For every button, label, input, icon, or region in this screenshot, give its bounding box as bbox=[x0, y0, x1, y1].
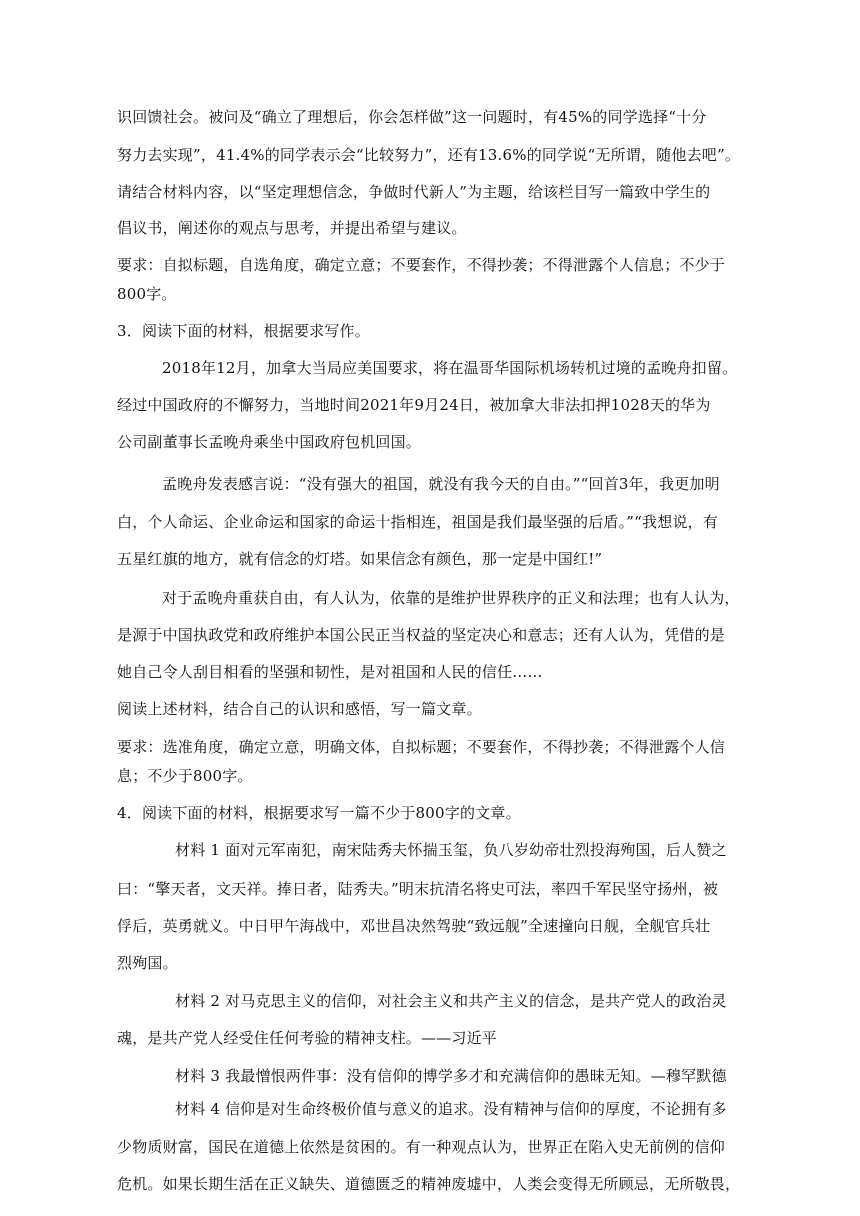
text-line: 曰：“擎天者，文天祥。捧日者，陆秀夫。”明末抗清名将史可法，率四千军民坚守扬州，被 bbox=[117, 880, 719, 898]
text-line: 危机。如果长期生活在正义缺失、道德匮乏的精神废墟中，人类会变得无所顾忌，无所敬畏， bbox=[117, 1175, 741, 1193]
text-line: 请结合材料内容，以“坚定理想信念，争做时代新人”为主题，给该栏目写一篇致中学生的 bbox=[117, 183, 711, 201]
text-line: 烈殉国。 bbox=[117, 954, 178, 972]
material-1: 材料 1 面对元军南犯，南宋陆秀夫怀揣玉玺，负八岁幼帝壮烈投海殉国，后人赞之 bbox=[175, 841, 727, 859]
text-line: 要求：选准角度，确定立意，明确文体，自拟标题；不要套作，不得抄袭；不得泄露个人信 bbox=[117, 738, 726, 756]
paragraph-start: 孟晚舟发表感言说：“没有强大的祖国，就没有我今天的自由。”“回首3年，我更加明 bbox=[162, 475, 720, 493]
text-line: 是源于中国执政党和政府维护本国公民正当权益的坚定决心和意志；还有人认为，凭借的是 bbox=[117, 626, 726, 644]
question-heading: 4．阅读下面的材料，根据要求写一篇不少于800字的文章。 bbox=[117, 804, 521, 822]
paragraph-start: 对于孟晚舟重获自由，有人认为，依靠的是维护世界秩序的正义和法理；也有人认为， bbox=[162, 589, 740, 607]
text-line: 经过中国政府的不懈努力，当地时间2021年9月24日，被加拿大非法扣押1028天的华为 bbox=[117, 396, 711, 414]
question-heading: 3．阅读下面的材料，根据要求写作。 bbox=[117, 322, 370, 340]
text-line: 努力去实现”，41.4%的同学表示会“比较努力”，还有13.6%的同学说“无所谓，随他去吧”。 bbox=[117, 146, 741, 164]
text-line: 白，个人命运、企业命运和国家的命运十指相连，祖国是我们最坚强的后盾。”“我想说，有 bbox=[117, 513, 719, 531]
text-line: 五星红旗的地方，就有信念的灯塔。如果信念有颜色，那一定是中国红!” bbox=[117, 550, 603, 568]
paragraph-start: 2018年12月，加拿大当局应美国要求，将在温哥华国际机场转机过境的孟晚舟扣留。 bbox=[162, 359, 738, 377]
text-line: 俘后，英勇就义。中日甲午海战中，邓世昌决然驾驶“致远舰”全速撞向日舰，全舰官兵壮 bbox=[117, 917, 711, 935]
text-line: 息；不少于800字。 bbox=[117, 767, 253, 785]
text-line: 阅读上述材料，结合自己的认识和感悟，写一篇文章。 bbox=[117, 700, 482, 718]
text-line: 倡议书，阐述你的观点与思考，并提出希望与建议。 bbox=[117, 219, 467, 237]
text-line: 少物质财富，国民在道德上依然是贫困的。有一种观点认为，世界正在陷入史无前例的信仰 bbox=[117, 1138, 726, 1156]
material-3: 材料 3 我最憎恨两件事：没有信仰的博学多才和充满信仰的愚昧无知。—穆罕默德 bbox=[175, 1067, 727, 1085]
text-line: 识回馈社会。被问及“确立了理想后，你会怎样做”这一问题时，有45%的同学选择“十分 bbox=[117, 108, 707, 126]
material-4: 材料 4 信仰是对生命终极价值与意义的追求。没有精神与信仰的厚度，不论拥有多 bbox=[175, 1100, 727, 1118]
text-line: 公司副董事长孟晚舟乘坐中国政府包机回国。 bbox=[117, 433, 422, 451]
text-line: 要求：自拟标题，自选角度，确定立意；不要套作，不得抄袭；不得泄露个人信息；不少于 bbox=[117, 256, 726, 274]
text-line: 魂，是共产党人经受住任何考验的精神支柱。——习近平 bbox=[117, 1029, 498, 1047]
text-line: 她自己令人刮目相看的坚强和韧性，是对祖国和人民的信任…… bbox=[117, 663, 543, 681]
text-line: 800字。 bbox=[117, 285, 177, 303]
material-2: 材料 2 对马克思主义的信仰，对社会主义和共产主义的信念，是共产党人的政治灵 bbox=[175, 992, 727, 1010]
